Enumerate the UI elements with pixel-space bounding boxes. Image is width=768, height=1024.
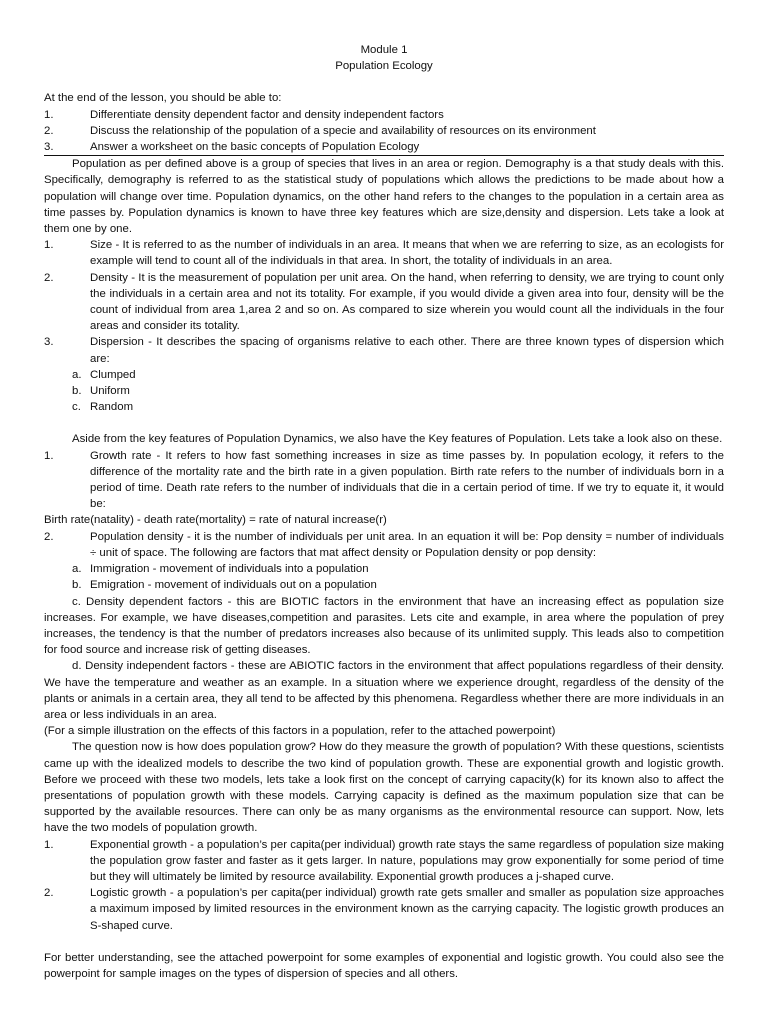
factor-item: b. Emigration - movement of individuals out on a population [72, 579, 377, 592]
factor-density-dependent: c. Density dependent factors - this are BIOTIC factors in the environment that have an increasing effect as population size increases. For example, we have diseases,competition and parasites. Lets cite and example, in area where the population of prey increases, the tendency is that the number of predators increases also because of its unlimited supply. This leads also to competition for food source and increase risk of getting diseases. [44, 595, 724, 657]
objective-item: 1. Differentiate density dependent factor and density independent factors [44, 108, 444, 121]
illustration-note: (For a simple illustration on the effects of this factors in a population, refer to the attached powerpoint) [44, 725, 556, 738]
feature-density: 2. Density - It is the measurement of population per unit area. On the hand, when referring to density, we are trying to count only the individuals in a certain area and not its totality. For example, if you would divide a given area into four, density will be the count of individual from area 1,area 2 and so on. As compared to size wherein you would count all the individuals in the four areas and consider its totality. [44, 271, 724, 333]
natural-increase-equation: Birth rate(natality) - death rate(mortality) = rate of natural increase(r) [44, 514, 387, 527]
document-page [44, 42, 724, 982]
model-exponential: 1. Exponential growth - a population’s per capita(per individual) growth rate stays the same regardless of population size making the population grow faster and faster as it gets larger. In nature, populations may grow exponentially for some period of time but they will ultimately be limited by resource availability. Exponential growth produces a j-shaped curve. [44, 838, 724, 883]
objective-item: 3. Answer a worksheet on the basic concepts of Population Ecology [44, 139, 724, 156]
growth-paragraph: The question now is how does population grow? How do they measure the growth of population? With these questions, scientists came up with the idealized models to describe the two kind of population growth. These are exponential growth and logistic growth. Before we proceed with these two models, lets take a look first on the concept of carrying capacity(k) for its known also to affect the presentations of population growth with these models. Carrying capacity is defined as the maximum population size that can be supported by the available resources. There can only be as many organisms as the environmental resource can support. Now, lets have the two models of population growth. [44, 741, 724, 835]
objectives-intro: At the end of the lesson, you should be able to: [44, 92, 282, 105]
page-title: Population Ecology [335, 60, 433, 73]
model-logistic: 2. Logistic growth - a population’s per capita(per individual) growth rate gets smaller and smaller as population size approaches a maximum imposed by limited resources in the environment known as the carrying capacity. The logistic growth produces an S-shaped curve. [44, 887, 724, 932]
objective-item: 2. Discuss the relationship of the population of a specie and availability of resources on its environment [44, 124, 596, 137]
feature-size: 1. Size - It is referred to as the number of individuals in an area. It means that when we are referring to size, as an ecologists for example will tend to count all of the individuals in that area. In short, the totality of individuals in an area. [44, 239, 724, 268]
pop-density-item: 2. Population density - it is the number of individuals per unit area. In an equation it will be: Pop density = number of individuals ÷ unit of space. The following are factors that mat affect density or Population density or pop density: [44, 530, 724, 559]
dispersion-type: c. Random [72, 401, 134, 414]
key-features-intro: Aside from the key features of Population Dynamics, we also have the Key features of Population. Lets take a look also on these. [72, 433, 723, 446]
closing-paragraph: For better understanding, see the attached powerpoint for some examples of exponential and logistic growth. You could also see the powerpoint for sample images on the types of dispersion of species and all others. [44, 951, 724, 980]
factor-item: a. Immigration - movement of individuals into a population [72, 563, 369, 576]
module-label: Module 1 [360, 44, 408, 56]
dispersion-type: b. Uniform [72, 385, 130, 398]
feature-dispersion: 3. Dispersion - It describes the spacing of organisms relative to each other. There are three known types of dispersion which are: [44, 336, 724, 365]
dispersion-type: a. Clumped [72, 368, 136, 381]
intro-paragraph: Population as per defined above is a group of species that lives in an area or region. Demography is a that study deals with this. Specifically, demography is referred to as the statistical study of populations which allows the predictions to be made about how a population will change over time. Population dynamics, on the other hand refers to the changes to the population in a certain area as time passes by. Population dynamics is known to have three key features which are size,density and dispersion. Lets take a look at them one by one. [44, 158, 724, 236]
growth-rate-item: 1. Growth rate - It refers to how fast something increases in size as time passes by. In population ecology, it refers to the difference of the mortality rate and the birth rate in a given population. Birth rate refers to the number of individuals born in a period of time. Death rate refers to the number of individuals that die in a certain period of time. If we try to equate it, it would be: [44, 449, 724, 511]
factor-density-independent: d. Density independent factors - these are ABIOTIC factors in the environment that affect populations regardless of their density. We have the temperature and weather as an example. In a situation where we experience drought, regardless of the density of the plants or animals in a certain area, they all tend to be affected by this phenomena. Regardless whether there are more individuals in an area or less individuals in an area. [44, 660, 724, 721]
